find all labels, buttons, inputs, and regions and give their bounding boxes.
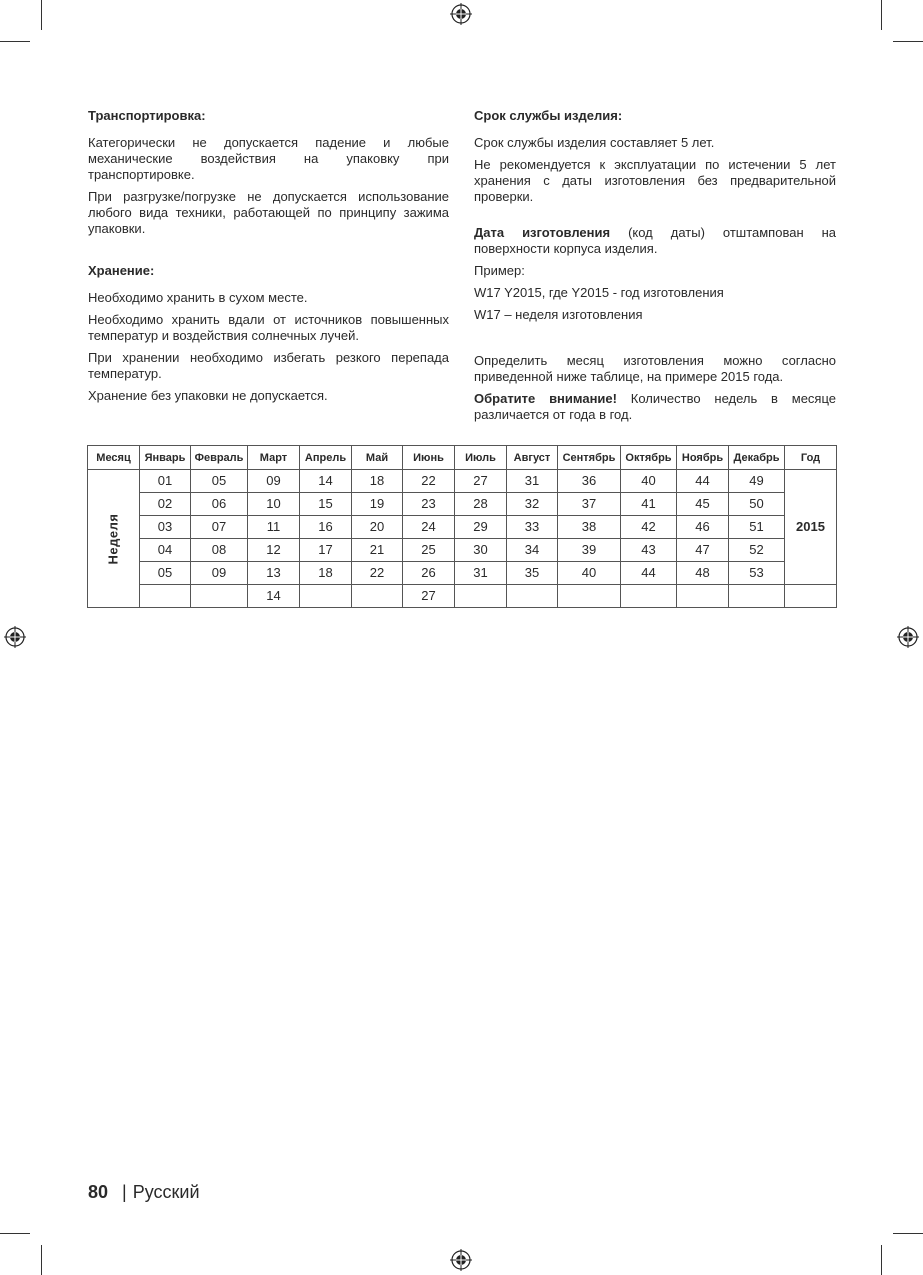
table-cell: 46	[677, 516, 729, 539]
storage-paragraph: Хранение без упаковки не допускается.	[88, 388, 328, 403]
table-cell: 22	[352, 562, 403, 585]
table-header-cell: Июль	[455, 446, 507, 470]
service-life-heading: Срок службы изделия:	[474, 108, 623, 123]
crop-mark	[0, 1233, 30, 1234]
example-label: Пример:	[474, 263, 525, 278]
note-bold-label: Обратите внимание!	[474, 391, 617, 406]
table-cell: 31	[507, 470, 558, 493]
table-cell: 38	[558, 516, 621, 539]
table-cell	[140, 585, 191, 608]
date-text: (код даты) отштампован на поверхности корпуса изделия.	[474, 225, 837, 256]
table-cell: 01	[140, 470, 191, 493]
table-header-cell: Апрель	[300, 446, 352, 470]
table-cell: 47	[677, 539, 729, 562]
table-cell: 45	[677, 493, 729, 516]
table-cell: 02	[140, 493, 191, 516]
crop-mark	[881, 1245, 882, 1275]
table-cell: 16	[300, 516, 352, 539]
crop-mark	[0, 41, 30, 42]
week-row-label: Неделя	[105, 513, 121, 564]
table-cell: 27	[403, 585, 455, 608]
table-cell	[455, 585, 507, 608]
table-cell: 43	[621, 539, 677, 562]
table-header-cell: Ноябрь	[677, 446, 729, 470]
table-cell	[558, 585, 621, 608]
table-row	[88, 585, 837, 608]
table-cell: 35	[507, 562, 558, 585]
table-row	[88, 470, 837, 493]
table-cell: 21	[352, 539, 403, 562]
table-cell: 18	[300, 562, 352, 585]
table-cell: 05	[191, 470, 248, 493]
service-life-paragraph: Не рекомендуется к эксплуатации по истечении 5 лет хранения с даты изготовления без предварительной проверки.	[474, 157, 836, 204]
service-life-paragraph: Срок службы изделия составляет 5 лет.	[474, 135, 715, 150]
table-cell: 26	[403, 562, 455, 585]
example-line: W17 Y2015, где Y2015 - год изготовления	[474, 285, 724, 300]
table-cell: 33	[507, 516, 558, 539]
table-cell: 24	[403, 516, 455, 539]
table-cell: 32	[507, 493, 558, 516]
table-header-cell: Октябрь	[621, 446, 677, 470]
table-cell: 40	[621, 470, 677, 493]
crop-mark	[41, 1245, 42, 1275]
table-cell: 13	[248, 562, 300, 585]
table-cell	[507, 585, 558, 608]
crop-mark	[881, 0, 882, 30]
crop-mark	[893, 41, 923, 42]
table-cell: 12	[248, 539, 300, 562]
table-cell: 09	[248, 470, 300, 493]
table-cell: 08	[191, 539, 248, 562]
storage-heading: Хранение:	[88, 263, 155, 278]
table-cell	[785, 585, 837, 608]
note-paragraph	[474, 391, 836, 423]
table-cell: 18	[352, 470, 403, 493]
table-cell: 34	[507, 539, 558, 562]
table-cell: 23	[403, 493, 455, 516]
example-line: W17 – неделя изготовления	[474, 307, 643, 322]
table-cell: 25	[403, 539, 455, 562]
table-header-cell: Месяц	[88, 446, 140, 470]
footer-separator: |	[122, 1182, 127, 1202]
storage-paragraph: Необходимо хранить в сухом месте.	[88, 290, 308, 305]
page-number: 80	[88, 1182, 109, 1202]
table-cell	[621, 585, 677, 608]
footer-language: Русский	[132, 1182, 200, 1202]
table-header-cell: Март	[248, 446, 300, 470]
note-text: Количество недель в месяце различается от года в год.	[474, 391, 836, 422]
table-header-cell: Январь	[140, 446, 191, 470]
table-cell: 48	[677, 562, 729, 585]
table-cell: 17	[300, 539, 352, 562]
table-cell: 27	[455, 470, 507, 493]
table-row	[88, 562, 837, 585]
table-cell	[300, 585, 352, 608]
table-cell: 44	[677, 470, 729, 493]
page-footer	[88, 1181, 200, 1203]
registration-mark-icon	[4, 626, 26, 648]
table-header-cell: Август	[507, 446, 558, 470]
table-header-row	[88, 446, 837, 470]
transport-paragraph: При разгрузке/погрузке не допускается использование любого вида техники, работающей по принципу зажима упаковки.	[88, 189, 449, 236]
year-cell: 2015	[785, 470, 837, 585]
date-bold-label: Дата изготовления	[474, 225, 611, 240]
table-header-cell: Декабрь	[729, 446, 785, 470]
registration-mark-icon	[450, 1249, 472, 1271]
table-cell: 36	[558, 470, 621, 493]
table-cell: 49	[729, 470, 785, 493]
right-column	[474, 108, 836, 429]
table-cell: 39	[558, 539, 621, 562]
table-cell: 52	[729, 539, 785, 562]
table-cell: 10	[248, 493, 300, 516]
crop-mark	[41, 0, 42, 30]
table-cell: 04	[140, 539, 191, 562]
month-info-paragraph: Определить месяц изготовления можно согласно приведенной ниже таблице, на примере 2015 года.	[474, 353, 836, 384]
table-cell: 14	[300, 470, 352, 493]
left-column	[88, 108, 449, 410]
table-cell: 44	[621, 562, 677, 585]
table-header-cell: Июнь	[403, 446, 455, 470]
table-cell: 28	[455, 493, 507, 516]
table-body	[88, 470, 837, 608]
table-cell: 03	[140, 516, 191, 539]
table-header-cell: Год	[785, 446, 837, 470]
table-cell: 14	[248, 585, 300, 608]
transport-heading: Транспортировка:	[88, 108, 206, 123]
table-cell: 40	[558, 562, 621, 585]
table-cell: 37	[558, 493, 621, 516]
date-paragraph	[474, 225, 836, 257]
table-cell: 07	[191, 516, 248, 539]
crop-mark	[893, 1233, 923, 1234]
table-cell: 11	[248, 516, 300, 539]
table-cell	[191, 585, 248, 608]
week-month-table	[87, 445, 837, 608]
table-cell: 30	[455, 539, 507, 562]
table-cell: 29	[455, 516, 507, 539]
table-cell: 53	[729, 562, 785, 585]
table-row	[88, 516, 837, 539]
table-cell: 09	[191, 562, 248, 585]
storage-paragraph: Необходимо хранить вдали от источников повышенных температур и воздействия солнечных лучей.	[88, 312, 449, 343]
transport-paragraph: Категорически не допускается падение и любые механические воздействия на упаковку при транспортировке.	[88, 135, 449, 182]
registration-mark-icon	[450, 3, 472, 25]
table-header-cell: Сентябрь	[558, 446, 621, 470]
table-cell: 31	[455, 562, 507, 585]
storage-paragraph: При хранении необходимо избегать резкого перепада температур.	[88, 350, 449, 381]
table-cell: 06	[191, 493, 248, 516]
table-cell	[729, 585, 785, 608]
table-header-cell: Февраль	[191, 446, 248, 470]
table-cell: 19	[352, 493, 403, 516]
table-row	[88, 539, 837, 562]
table-header-cell: Май	[352, 446, 403, 470]
table-cell: 50	[729, 493, 785, 516]
table-cell: 05	[140, 562, 191, 585]
table-cell: 51	[729, 516, 785, 539]
week-row-label-cell	[88, 470, 140, 608]
table-cell: 22	[403, 470, 455, 493]
table-cell	[677, 585, 729, 608]
table-cell	[352, 585, 403, 608]
registration-mark-icon	[897, 626, 919, 648]
table-cell: 20	[352, 516, 403, 539]
table-cell: 15	[300, 493, 352, 516]
table-cell: 42	[621, 516, 677, 539]
table-cell: 41	[621, 493, 677, 516]
table-row	[88, 493, 837, 516]
